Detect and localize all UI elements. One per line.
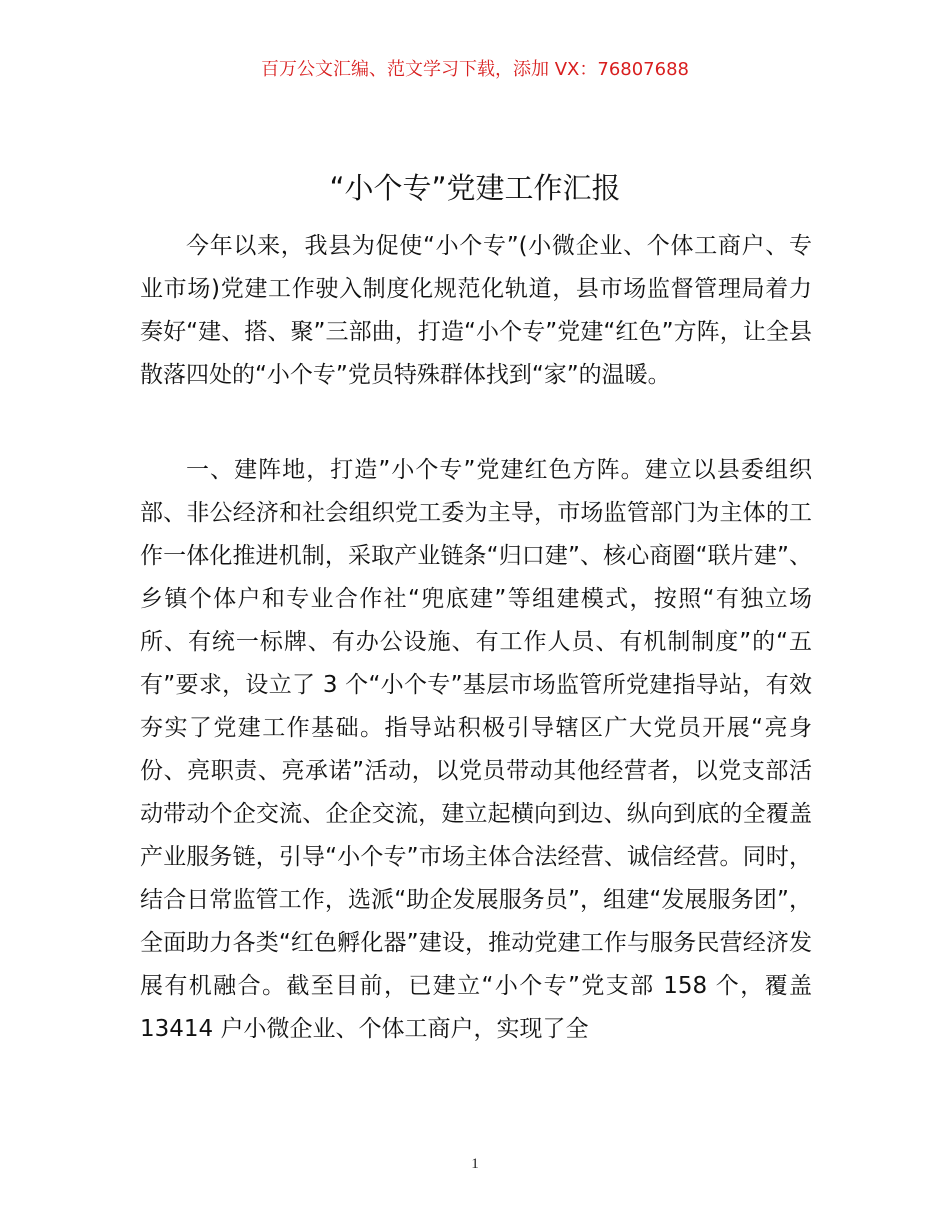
page-number: 1 xyxy=(471,1156,479,1172)
paragraph-intro: 今年以来，我县为促使“小个专”(小微企业、个体工商户、专业市场)党建工作驶入制度化规范化轨道，县市场监督管理局着力奏好“建、搭、聚”三部曲，打造“小个专”党建“红色”方阵，让全县散落四处的“小个专”党员特殊群体找到“家”的温暖。 xyxy=(140,233,812,388)
paragraph-section-one: 一、建阵地，打造”小个专”党建红色方阵。建立以县委组织部、非公经济和社会组织党工委为主导，市场监管部门为主体的工作一体化推进机制，采取产业链条“归口建”、核心商圈“联片建”、乡镇个体户和专业合作社“兜底建”等组建模式，按照“有独立场所、有统一标牌、有办公设施、有工作人员、有机制制度”的“五有”要求，设立了 3 个“小个专”基层市场监管所党建指导站，有效夯实了党建工作基础。指导站积极引导辖区广大党员开展“亮身份、亮职责、亮承诺”活动，以党员带动其他经营者，以党支部活动带动个企交流、企企交流，建立起横向到边、纵向到底的全覆盖产业服务链，引导“小个专”市场主体合法经营、诚信经营。同时，结合日常监管工作，选派“助企发展服务员”，组建“发展服务团”，全面助力各类“红色孵化器”建设，推动党建工作与服务民营经济发展有机融合。截至目前，已建立“小个专”党支部 158 个，覆盖 13414 户小微企业、个体工商户，实现了全 xyxy=(140,457,812,1042)
promo-header: 百万公文汇编、范文学习下载，添加 VX：76807688 xyxy=(261,59,689,80)
document-title: “小个专”党建工作汇报 xyxy=(329,171,621,205)
